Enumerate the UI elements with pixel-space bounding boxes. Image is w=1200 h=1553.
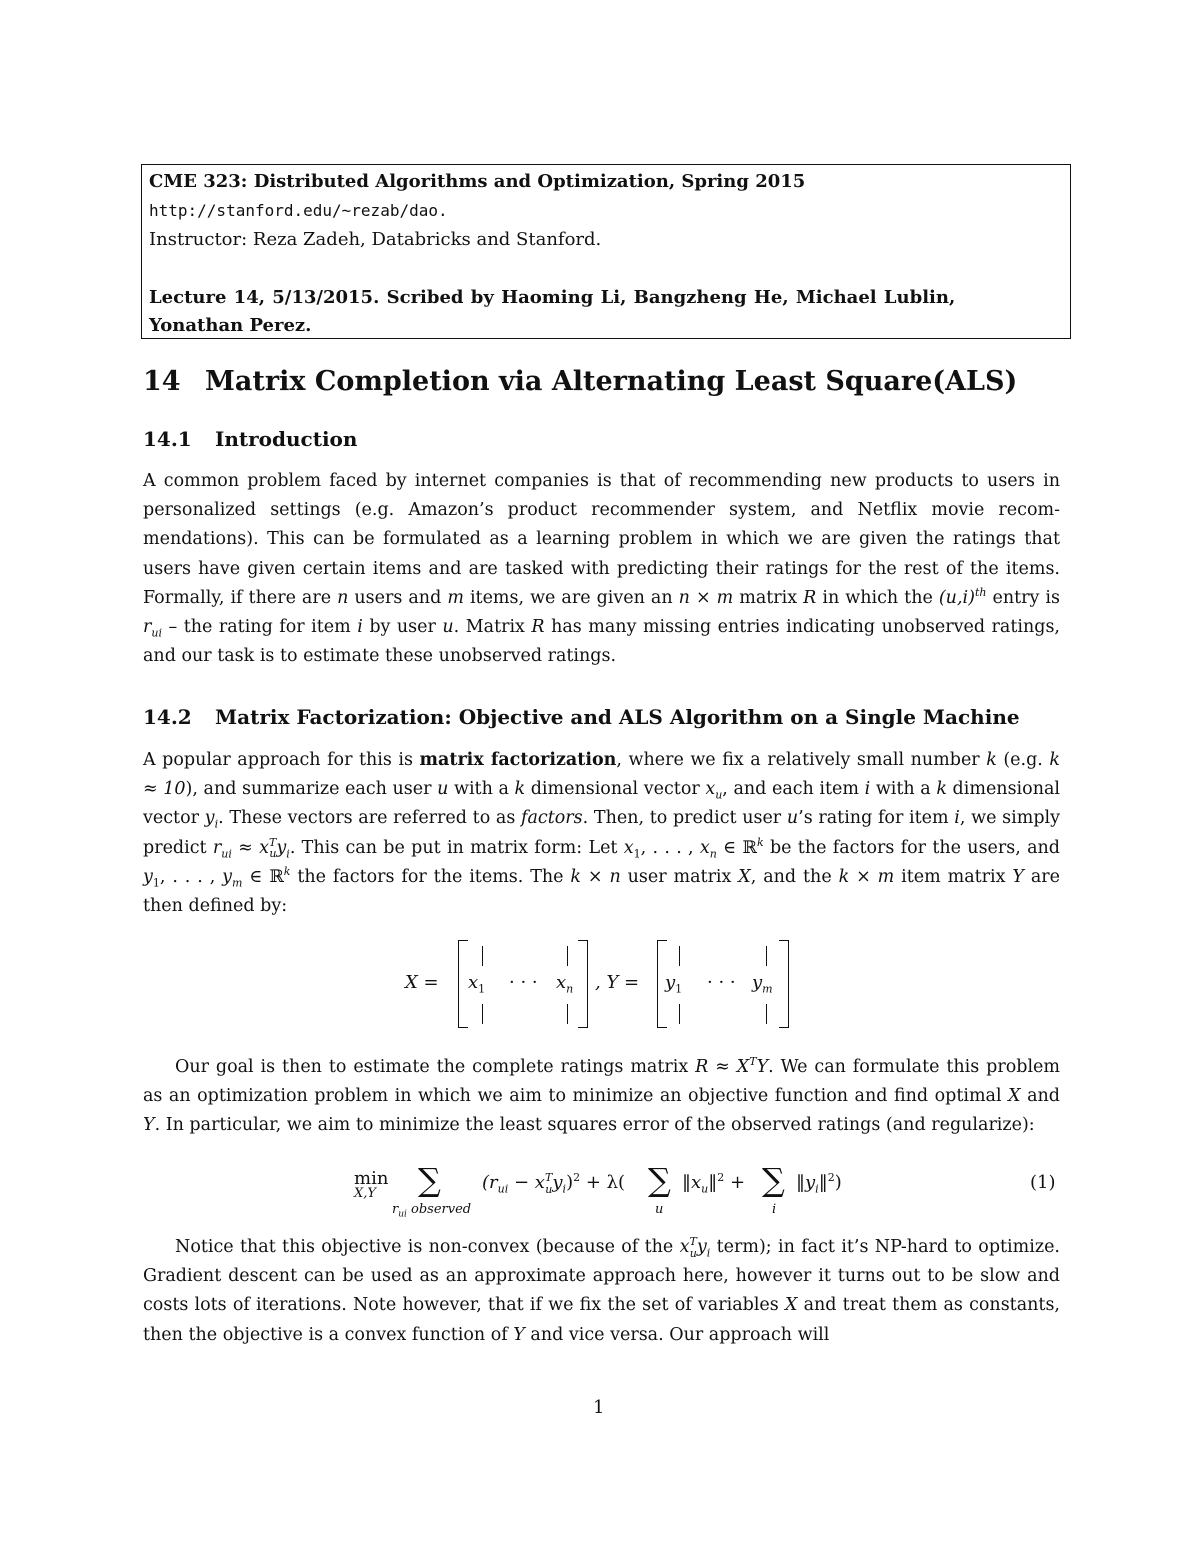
- min-operator: min: [354, 1168, 389, 1189]
- sum-symbol: ∑: [648, 1161, 671, 1199]
- item-norm-term: $‖y_i‖^2$): [796, 1171, 842, 1196]
- course-title: CME 323: Distributed Algorithms and Optimization, Spring 2015: [149, 171, 806, 192]
- column-bar: [567, 946, 568, 966]
- objective-equation: [0, 1162, 1200, 1232]
- matrix-definition-display: [0, 938, 1200, 1034]
- subsection-number: 14.2: [143, 705, 192, 729]
- section-heading: [143, 366, 1017, 397]
- sum-subscript-observed: $r_{ui}$ observed: [392, 1202, 472, 1220]
- subsection-title-text: Introduction: [215, 427, 358, 451]
- sum-subscript-u: u: [655, 1202, 664, 1217]
- column-bar: [679, 946, 680, 966]
- column-bar: [482, 1004, 483, 1024]
- xn-label: $x_n$: [556, 972, 574, 996]
- column-bar: [679, 1004, 680, 1024]
- subsection-title-text: Matrix Factorization: Objective and ALS Algorithm on a Single Machine: [215, 705, 1020, 729]
- subsection-number: 14.1: [143, 427, 192, 451]
- sum-symbol: ∑: [762, 1161, 785, 1199]
- section-title-text: Matrix Completion via Alternating Least Square(ALS): [205, 366, 1018, 397]
- section-number: 14: [143, 366, 181, 397]
- page-number: 1: [593, 1397, 605, 1418]
- factorization-paragraph: A popular approach for this is matrix factorization, where we fix a relatively small number k (e.g. k ≈ 10), and summarize each user u with a k dimensional vector $x_u$, and each item i with a k dimensional vector $y_i$. These vectors are referred to as factors. Then, to predict user u’s rating for item i, we simply predict $r_{ui} \approx x^T_uy_i$. This can be put in matrix form: Let $x_1$, . . . , $x_n$ ∈ ℝ$^k$ be the factors for the users, and $y_1$, . . . , $y_m$ ∈ ℝ$^k$ the factors for the items. The k × n user matrix X, and the k × m item matrix Y are then defined by:: [143, 750, 1061, 917]
- cdots: · · ·: [509, 972, 538, 993]
- y-equals: , Y =: [595, 972, 640, 993]
- subsection-heading-intro: [143, 427, 357, 451]
- x1-label: $x_1$: [468, 972, 486, 996]
- subsection-heading-factorization: [143, 705, 1020, 729]
- left-bracket: [458, 940, 468, 1028]
- column-bar: [766, 946, 767, 966]
- user-norm-term: $‖x_u‖^2$ +: [682, 1171, 746, 1196]
- lecture-header-box: [141, 164, 1071, 339]
- ym-label: $y_m$: [752, 972, 773, 996]
- right-bracket: [779, 940, 789, 1028]
- notice-paragraph: Notice that this objective is non-convex (because of the $x^T_uy_i$ term); in fact it’s NP-hard to optimize. Gradient descent can be used as an approximate approach here, however it turns out to be slow and costs lots of iterations. Note however, that if we fix the set of variables X and treat them as constants, then the objective is a convex function of Y and vice versa. Our approach will: [143, 1235, 1060, 1345]
- intro-paragraph: A common problem faced by internet companies is that of recommending new products to users in personalized settings (e.g. Amazon’s product recommender system, and Netflix movie recom-mendations). This can be formulated as a learning problem in which we are given the ratings that users have given certain items and are tasked with predicting their ratings for the rest of the items. Formally, if there are n users and m items, we are given an n × m matrix R in which the $(u,i)^{th}$ entry is $r_{ui}$ – the rating for item i by user u. Matrix R has many missing entries indicating unobserved ratings, and our task is to estimate these unobserved ratings.: [143, 471, 1060, 667]
- min-subscript: X,Y: [354, 1186, 376, 1201]
- cdots: · · ·: [707, 972, 736, 993]
- column-bar: [567, 1004, 568, 1024]
- residual-term: $(r_{ui} - x^T_uy_i)^2 + \lambda$(: [482, 1171, 626, 1196]
- course-url[interactable]: http://stanford.edu/~rezab/dao.: [149, 201, 448, 220]
- sum-symbol: ∑: [418, 1161, 441, 1199]
- y1-label: $y_1$: [665, 972, 683, 996]
- instructor-line: Instructor: Reza Zadeh, Databricks and Stanford.: [149, 229, 602, 250]
- right-bracket: [578, 940, 588, 1028]
- sum-subscript-i: i: [772, 1202, 777, 1217]
- column-bar: [482, 946, 483, 966]
- goal-paragraph: Our goal is then to estimate the complete ratings matrix $R \approx X^TY$. We can formulate this problem as an optimization problem in which we aim to minimize an objective function and find optimal X and Y. In particular, we aim to minimize the least squares error of the observed ratings (and regularize):: [143, 1055, 1060, 1136]
- x-equals: X =: [405, 972, 439, 993]
- lecture-info-line1: Lecture 14, 5/13/2015. Scribed by Haoming Li, Bangzheng He, Michael Lublin,: [149, 287, 956, 308]
- column-bar: [766, 1004, 767, 1024]
- lecture-info-line2: Yonathan Perez.: [149, 315, 312, 336]
- equation-number: (1): [1030, 1172, 1056, 1193]
